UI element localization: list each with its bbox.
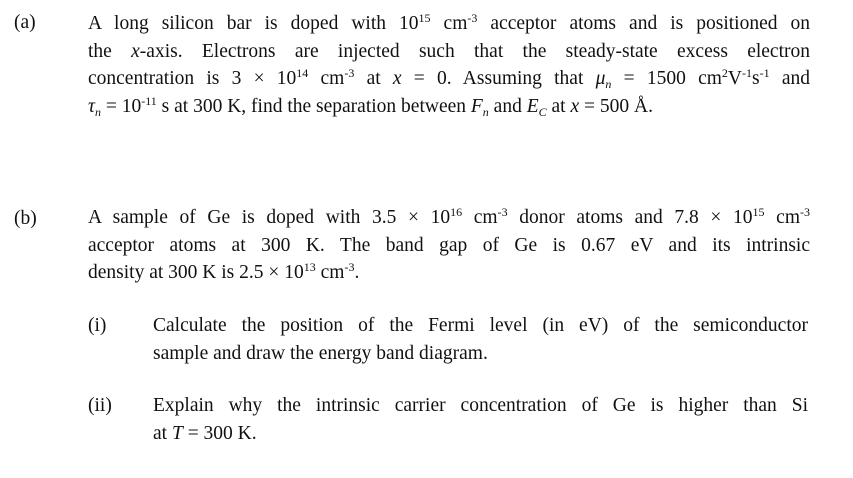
question-b-line-3: density at 300 K is $2.5 \times 10^{13}$ $cm^{-3}$. (88, 260, 360, 283)
question-b-line-1: A sample of Ge is doped with $3.5 \times 10^{16}$ $cm^{-3}$ donor atoms and $7.8 \times 10^{15}$ $cm^{-3}$ (88, 205, 810, 228)
subquestion-ii-text (153, 392, 808, 447)
subquestion-label-ii: (ii) (88, 395, 112, 416)
subquestion-label-i: (i) (88, 315, 107, 336)
question-a-line-3: concentration is $3 \times 10^{14}$ $cm^{-3}$ at x = 0. Assuming that $\mu_n = 1500$ $cm^2V^{-1}s^{-1}$ and (88, 66, 810, 91)
question-a-line-2: the x-axis. Electrons are injected such that the steady-state excess electron (88, 40, 811, 62)
question-b-line-2: acceptor atoms at 300 K. The band gap of Ge is 0.67 eV and its intrinsic (88, 234, 810, 256)
question-a-line-1: A long silicon bar is doped with $10^{15}$ $cm^{-3}$ acceptor atoms and is positioned on (88, 11, 810, 34)
question-label-b: (b) (14, 208, 37, 229)
question-a-line-4: $\tau_n = 10^{-11}$ s at 300 K, find the separation between $F_n$ and $E_C$ at x = 500 Å. (88, 93, 653, 119)
question-label-a: (a) (14, 12, 36, 33)
subquestion-i-text (153, 312, 808, 367)
subquestion-i-line-2: sample and draw the energy band diagram. (153, 342, 488, 364)
question-b-text (88, 204, 810, 287)
question-a-text (88, 10, 810, 120)
subquestion-ii-line-1: Explain why the intrinsic carrier concentration of Ge is higher than Si (153, 395, 808, 416)
subquestion-ii-line-2: at T = 300 K. (153, 422, 257, 444)
subquestion-i-line-1: Calculate the position of the Fermi level (in eV) of the semiconductor (153, 315, 808, 336)
